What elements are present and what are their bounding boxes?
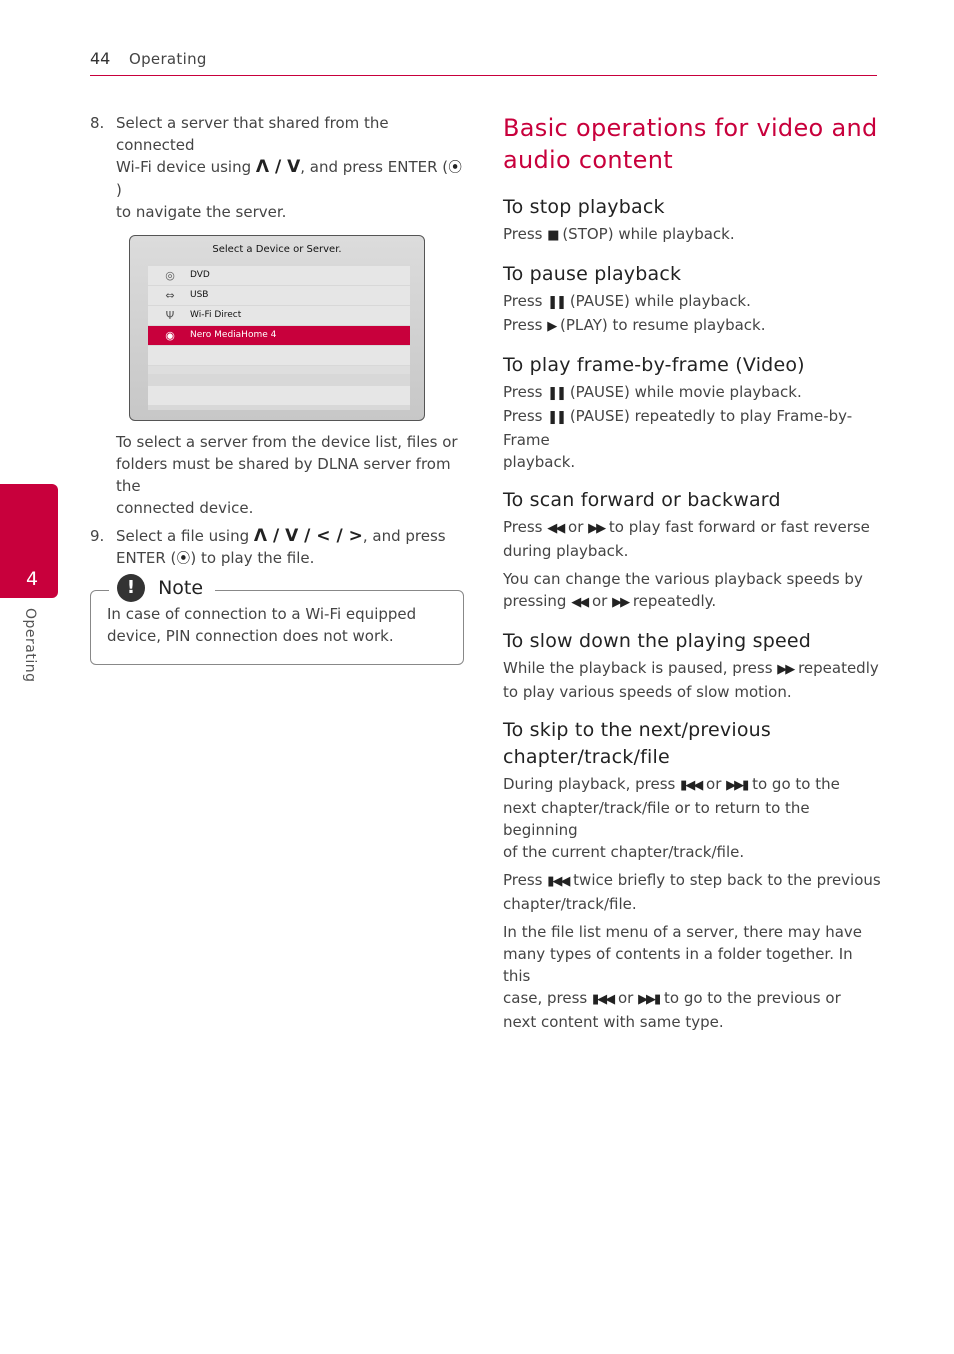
line: next content with same type. <box>503 1013 724 1031</box>
disc-icon: ◎ <box>165 269 175 282</box>
step-9-line-1 <box>116 525 465 547</box>
line <box>503 773 883 797</box>
text: or <box>701 775 727 793</box>
text: While the playback is paused, press <box>503 659 778 677</box>
text: or <box>563 518 589 536</box>
line <box>503 869 883 893</box>
chapter-label: Operating <box>22 608 38 683</box>
enter-icon: ⦿ <box>448 160 463 176</box>
frame-text <box>503 381 883 473</box>
slow-heading: To slow down the playing speed <box>503 630 811 652</box>
section-heading <box>503 112 883 176</box>
pause-text <box>503 290 883 338</box>
usb-icon: ⇔ <box>165 289 175 302</box>
skip-previous-icon: ▮◀◀ <box>592 992 614 1007</box>
text: to go to the <box>747 775 840 793</box>
skip-heading <box>503 717 883 771</box>
enter-icon: ⦿ <box>176 551 191 567</box>
play-icon: ▶ <box>547 319 556 334</box>
text: (PAUSE) while playback. <box>565 292 751 310</box>
note-header <box>109 574 215 604</box>
heading-line: chapter/track/file <box>503 746 670 768</box>
heading-line: audio content <box>503 146 673 174</box>
rewind-icon: ◀◀ <box>571 595 588 610</box>
heading-line: Basic operations for video and <box>503 114 878 142</box>
line: chapter/track/file. <box>503 895 637 913</box>
text: , and press ENTER ( <box>300 158 449 176</box>
note-box <box>90 577 464 665</box>
wifi-direct-icon: Ψ <box>165 309 175 322</box>
stop-icon: ■ <box>547 228 558 243</box>
text: twice briefly to step back to the previous <box>568 871 881 889</box>
caption-line: To select a server from the device list, files or <box>116 433 458 451</box>
step-number: 8. <box>90 114 105 132</box>
device-label: Wi-Fi Direct <box>190 310 242 320</box>
note-text <box>107 603 447 647</box>
text: Press <box>503 407 548 425</box>
text: case, press <box>503 989 593 1007</box>
text: (PAUSE) while movie playback. <box>565 383 802 401</box>
caption-line: connected device. <box>116 499 254 517</box>
scan-text <box>503 516 883 614</box>
empty-row <box>148 366 410 374</box>
line <box>503 314 883 338</box>
line: during playback. <box>503 542 629 560</box>
text: (PLAY) to resume playback. <box>555 316 766 334</box>
left-column <box>90 112 465 665</box>
step-number: 9. <box>90 527 105 545</box>
screenshot-title: Select a Device or Server. <box>212 244 342 255</box>
text: Press <box>503 316 548 334</box>
section-title: Operating <box>129 50 207 68</box>
fast-forward-icon: ▶▶ <box>777 662 794 677</box>
device-item-dvd[interactable] <box>148 266 410 285</box>
step-9 <box>90 525 465 570</box>
pause-icon: ❚❚ <box>547 295 566 310</box>
text: repeatedly <box>793 659 879 677</box>
text: ) to play the file. <box>190 549 315 567</box>
pause-icon: ❚❚ <box>547 386 566 401</box>
device-label: USB <box>190 290 209 300</box>
device-item-wifi-direct[interactable] <box>148 306 410 325</box>
line <box>503 516 883 540</box>
line <box>503 590 883 614</box>
line: In the file list menu of a server, there may have <box>503 923 863 941</box>
line: playback. <box>503 453 576 471</box>
stop-heading: To stop playback <box>503 196 665 218</box>
device-label: Nero MediaHome 4 <box>190 330 277 340</box>
skip-text <box>503 773 883 1033</box>
slow-text <box>503 657 883 703</box>
frame-heading: To play frame-by-frame (Video) <box>503 354 805 376</box>
text: Press <box>503 383 548 401</box>
line <box>503 405 883 451</box>
empty-row <box>148 346 410 365</box>
right-column <box>503 112 883 1033</box>
skip-previous-icon: ▮◀◀ <box>680 778 702 793</box>
line <box>503 290 883 314</box>
line: many types of contents in a folder together. In this <box>503 945 853 985</box>
line: next chapter/track/file or to return to the beginning <box>503 799 810 839</box>
step-8-line-3: to navigate the server. <box>116 203 287 221</box>
line: of the current chapter/track/file. <box>503 843 745 861</box>
network-server-icon: ◉ <box>165 329 175 342</box>
text: Press <box>503 292 548 310</box>
text: to go to the previous or <box>659 989 841 1007</box>
text: Press <box>503 225 548 243</box>
note-line: In case of connection to a Wi-Fi equipped <box>107 605 417 623</box>
text: ENTER ( <box>116 549 177 567</box>
text: Wi-Fi device using <box>116 158 256 176</box>
text: Press <box>503 871 548 889</box>
up-down-keys: Λ / V <box>255 157 301 177</box>
device-select-screenshot <box>129 235 425 421</box>
line: You can change the various playback speeds by <box>503 570 863 588</box>
note-title: Note <box>158 577 204 599</box>
text: to play fast forward or fast reverse <box>604 518 870 536</box>
text: Press <box>503 518 548 536</box>
text: During playback, press <box>503 775 681 793</box>
pause-heading: To pause playback <box>503 263 682 285</box>
text: ) <box>116 181 122 199</box>
fast-forward-icon: ▶▶ <box>612 595 629 610</box>
device-list-panel <box>148 264 410 410</box>
step-8 <box>90 112 465 223</box>
heading-line: To skip to the next/previous <box>503 719 771 741</box>
stop-text <box>503 223 883 247</box>
step-8-line-2 <box>116 156 465 201</box>
device-item-usb[interactable] <box>148 286 410 305</box>
line <box>503 381 883 405</box>
empty-row <box>148 386 410 405</box>
skip-previous-icon: ▮◀◀ <box>547 874 569 889</box>
text: or <box>587 592 613 610</box>
page-number: 44 <box>90 49 111 68</box>
step-9-line-2 <box>116 547 465 570</box>
skip-next-icon: ▶▶▮ <box>726 778 748 793</box>
line <box>503 987 883 1011</box>
caption-line: folders must be shared by DLNA server from the <box>116 455 451 495</box>
line <box>503 657 883 681</box>
line: to play various speeds of slow motion. <box>503 683 792 701</box>
text: (STOP) while playback. <box>557 225 735 243</box>
device-item-nero-mediahome[interactable] <box>148 326 410 345</box>
pause-icon: ❚❚ <box>547 410 566 425</box>
text: (PAUSE) repeatedly to play Frame-by-Frame <box>503 407 853 449</box>
page-header <box>90 48 877 76</box>
step-8-line-1: Select a server that shared from the connected <box>116 114 389 154</box>
fast-forward-icon: ▶▶ <box>588 521 605 536</box>
exclamation-icon: ! <box>117 574 145 602</box>
note-line: device, PIN connection does not work. <box>107 627 394 645</box>
text: , and press <box>362 527 446 545</box>
skip-next-icon: ▶▶▮ <box>638 992 660 1007</box>
text: Select a file using <box>116 527 254 545</box>
text: repeatedly. <box>628 592 717 610</box>
text: pressing <box>503 592 572 610</box>
rewind-icon: ◀◀ <box>547 521 564 536</box>
device-label: DVD <box>190 270 210 280</box>
direction-keys: Λ / V / < / > <box>253 526 363 546</box>
screenshot-caption <box>90 431 465 519</box>
scan-heading: To scan forward or backward <box>503 489 781 511</box>
text: or <box>613 989 639 1007</box>
chapter-number: 4 <box>26 568 39 590</box>
